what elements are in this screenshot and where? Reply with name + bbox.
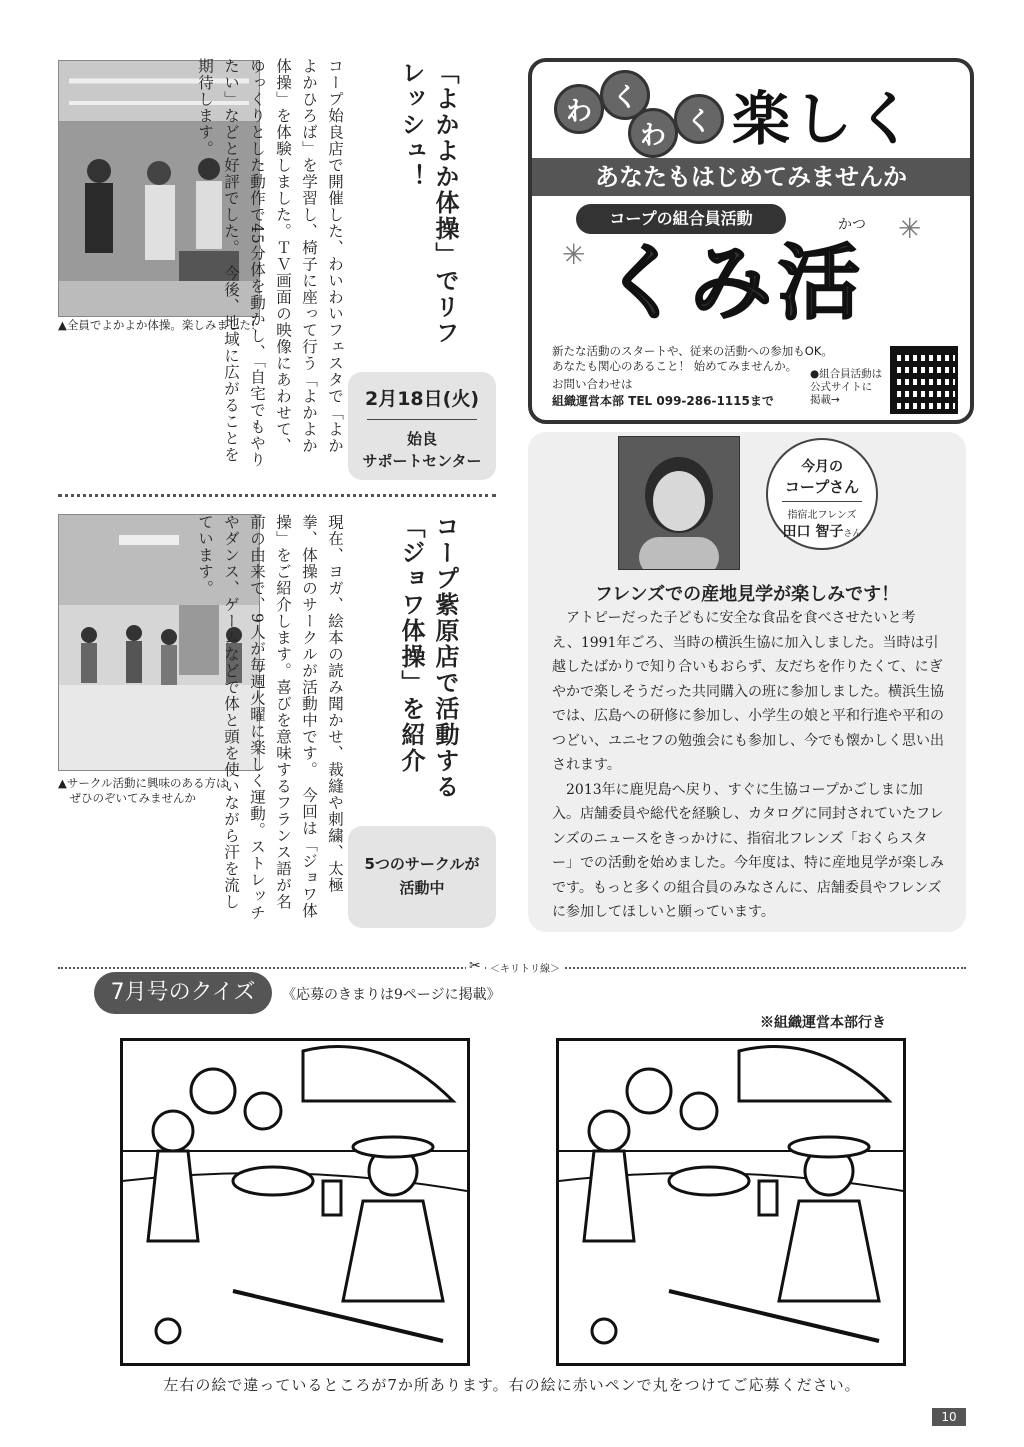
member-honorific: さん [843, 529, 862, 539]
waku-3: わ [628, 108, 678, 158]
profile-photo [618, 436, 740, 570]
article1-body: コープ始良店で開催した、わいわいフェスタで「よかよかひろば」を学習し、椅子に座って行う「よかよか体操」を体験しました。ＴＶ画面の映像にあわせて、ゆっくりとした動作で45分体を動かし、「自宅でもやりたい」などと好評でした。 今後、地域に広がることを期待します。 [196, 58, 344, 468]
article2-headline: コープ紫原店で活動する「ジョワ体操」を紹介 [397, 514, 459, 800]
kumikatsu-ad [528, 58, 974, 424]
date-location-box [348, 372, 496, 480]
member-profile-panel [528, 432, 966, 932]
circle-count-box [348, 826, 496, 928]
quiz-rule: 《応募のきまりは9ページに掲載》 [282, 987, 501, 1003]
quiz-picture-right[interactable] [556, 1038, 906, 1366]
waku-1: わ [554, 84, 604, 134]
article1-headline: 「よかよか体操」でリフレッシュ！ [397, 60, 459, 346]
ad-contact: 組織運営本部 TEL 099-286-1115まで [552, 394, 774, 408]
quiz-picture-left [120, 1038, 470, 1366]
photo-caption-2: ▲サークル活動に興味のある方は ぜひのぞいてみませんか [58, 776, 228, 805]
circle-count-text: 5つのサークルが 活動中 [364, 855, 480, 897]
profile-headline: フレンズでの産地見学が楽しみです！ [594, 584, 900, 605]
quiz-title: 7月号のクイズ [94, 972, 272, 1014]
member-name: 田口 智子 [782, 524, 844, 540]
event-date: 2月18日(火) [364, 388, 480, 410]
event-location: 始良 サポートセンター [362, 430, 482, 470]
section-divider [58, 494, 496, 497]
page-number: 10 [932, 1408, 966, 1426]
waku-4: く [674, 94, 724, 144]
ad-description: 新たな活動のスタートや、従来の活動への参加もOK。 あなたも関心のあること！ 始めてみませんか。 [552, 344, 833, 373]
badge-line-2: コープさん [784, 478, 860, 496]
photo-caption-1: ▲全員でよかよか体操。楽しみました! [58, 318, 256, 332]
ad-logo: くみ活 [602, 236, 867, 331]
qr-note: ●組合員活動は 公式サイトに 掲載→ [810, 368, 883, 406]
scissors-icon: ✂ [466, 958, 484, 974]
cut-line-label: ＜キリトリ線＞ [486, 960, 564, 975]
ad-contact-label: お問い合わせは [552, 377, 633, 391]
badge-line-1: 今月の [801, 459, 843, 475]
sparkle-icon: ✳ [562, 238, 586, 271]
quiz-instruction: 左右の絵で違っているところが7か所あります。右の絵に赤いペンで丸をつけてご応募ください。 [163, 1376, 861, 1394]
qr-code-icon[interactable] [890, 346, 958, 414]
article2-body: 現在、ヨガ、絵本の読み聞かせ、裁縫や刺繍、太極拳、体操のサークルが活動中です。 今回は「ジョワ体操」をご紹介します。喜びを意味するフランス語が名前の由来で、9人が毎週火曜に楽しく運動。ストレッチやダンス、ゲームなどで体と頭を使いながら汗を流しています。 [196, 514, 344, 921]
profile-badge [766, 438, 878, 550]
ad-banner: あなたもはじめてみませんか [532, 158, 970, 196]
profile-body: アトピーだった子どもに安全な食品を食べさせたいと考え、1991年ごろ、当時の横浜生協に加入しました。当時は引越したばかりで知り合いもおらず、友だちを作りたくて、にぎやかで楽しそうだった共同購入の班に参加しました。横浜生協では、広島への研修に参加し、小学生の娘と平和行進や平和のつどい、ユニセフの勉強会にも参加し、今でも懐かしく思い出されます。 2013年に鹿児島へ戻り、すぐに生協コープかごしまに加入。店舗委員や総代を経験し、カタログに同封されていたフレンズのニュースをきっかけに、指宿北フレンズ「おくらスター」での活動を始めました。今年度は、特に産地見学が楽しみです。もっと多くの組合員のみなさんに、店舗委員やフレンズに参加してほしいと願っています。 [552, 610, 944, 920]
quiz-destination: ※組織運営本部行き [760, 1015, 886, 1031]
ad-pill: コープの組合員活動 [576, 204, 786, 234]
member-affiliation: 指宿北フレンズ [787, 510, 857, 521]
waku-2: く [600, 70, 650, 120]
sparkle-icon-2: ✳ [898, 212, 922, 245]
ad-furigana: かつ [838, 217, 866, 233]
ad-title: 楽しく [732, 85, 919, 153]
